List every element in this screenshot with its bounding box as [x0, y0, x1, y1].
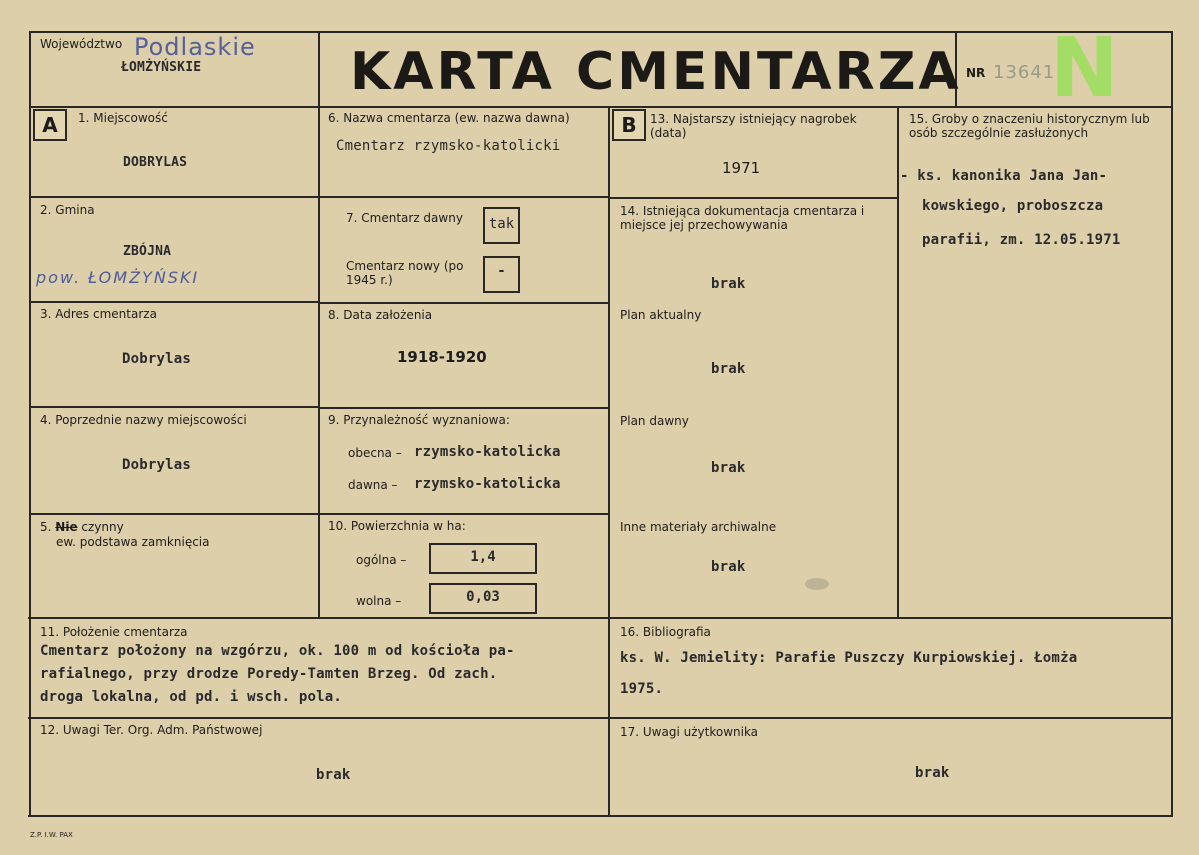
- rule: [609, 197, 898, 199]
- ink-speck: [805, 578, 829, 590]
- f11-line2: rafialnego, przy drodze Poredy-Tamten Brzeg. Od zach.: [40, 666, 498, 682]
- f10-ogolna-label: ogólna –: [356, 553, 407, 567]
- plan-dawny-value: brak: [711, 460, 746, 476]
- f1-value: DOBRYLAS: [123, 155, 188, 170]
- f4-label: 4. Poprzednie nazwy miejscowości: [40, 413, 247, 427]
- rule: [319, 513, 609, 515]
- f6-value: Cmentarz rzymsko-katolicki: [336, 138, 561, 154]
- page-title: KARTA CMENTARZA: [350, 42, 962, 102]
- f12-label: 12. Uwagi Ter. Org. Adm. Państwowej: [40, 723, 263, 737]
- plan-aktualny-label: Plan aktualny: [620, 308, 702, 322]
- f9-label: 9. Przynależność wyznaniowa:: [328, 413, 510, 427]
- f9-dawna-value: rzymsko-katolicka: [414, 476, 561, 492]
- f1-label: 1. Miejscowość: [78, 111, 168, 125]
- rule: [1171, 31, 1173, 817]
- rule: [30, 406, 319, 408]
- rule: [28, 717, 1173, 719]
- f14-value: brak: [711, 276, 746, 292]
- f15-label: 15. Groby o znaczeniu historycznym lub osób szczególnie zasłużonych: [909, 112, 1150, 140]
- rule: [897, 106, 899, 618]
- f16-label: 16. Bibliografia: [620, 625, 711, 639]
- f15-line3: parafii, zm. 12.05.1971: [922, 232, 1121, 248]
- rule: [30, 106, 1173, 108]
- f10-ogolna-value: 1,4: [470, 549, 496, 565]
- f14-label: 14. Istniejąca dokumentacja cmentarza i miejsce jej przechowywania: [620, 204, 865, 232]
- inne-value: brak: [711, 559, 746, 575]
- f9-obecna-value: rzymsko-katolicka: [414, 444, 561, 460]
- f10-label: 10. Powierzchnia w ha:: [328, 519, 466, 533]
- inne-label: Inne materiały archiwalne: [620, 520, 777, 534]
- f4-value: Dobrylas: [122, 457, 192, 473]
- f2-label: 2. Gmina: [40, 203, 95, 217]
- highlighter-stamp: N: [1050, 21, 1119, 116]
- rule: [319, 196, 609, 198]
- f3-value: Dobrylas: [122, 351, 192, 367]
- nr-value: 13641: [993, 62, 1056, 83]
- plan-aktualny-value: brak: [711, 361, 746, 377]
- f11-line3: droga lokalna, od pd. i wsch. pola.: [40, 689, 343, 705]
- f7-label: 7. Cmentarz dawny: [346, 211, 463, 225]
- f7-value: tak: [488, 216, 515, 232]
- f9-obecna-label: obecna –: [348, 446, 402, 460]
- f2-handwritten: pow. ŁOMŻYŃSKI: [36, 268, 200, 287]
- f6-label: 6. Nazwa cmentarza (ew. nazwa dawna): [328, 111, 570, 125]
- f5-czynny: czynny: [81, 520, 124, 534]
- f7b-value: -: [497, 263, 506, 279]
- rule: [29, 31, 31, 817]
- f5-struck: Nie: [55, 520, 78, 534]
- rule: [319, 302, 609, 304]
- f13-value: 1971: [722, 159, 761, 177]
- rule: [30, 513, 319, 515]
- f8-value: 1918-1920: [397, 348, 487, 366]
- rule: [30, 301, 319, 303]
- rule: [318, 31, 320, 107]
- nr-label: NR: [966, 66, 986, 80]
- f3-label: 3. Adres cmentarza: [40, 307, 157, 321]
- f11-label: 11. Położenie cmentarza: [40, 625, 188, 639]
- f2-value: ZBÓJNA: [123, 244, 172, 259]
- f9-dawna-label: dawna –: [348, 478, 398, 492]
- f15-line1: - ks. kanonika Jana Jan-: [900, 168, 1108, 184]
- rule: [608, 106, 610, 817]
- rule: [28, 617, 1173, 619]
- section-b-badge: B: [612, 109, 646, 141]
- f15-line2: kowskiego, proboszcza: [922, 198, 1104, 214]
- rule: [28, 815, 1173, 817]
- f12-value: brak: [316, 767, 351, 783]
- f5-label: [40, 520, 124, 534]
- f16-line1: ks. W. Jemielity: Parafie Puszczy Kurpiowskiej. Łomża: [620, 650, 1078, 666]
- f5-number: 5.: [40, 520, 52, 534]
- f8-label: 8. Data założenia: [328, 308, 433, 322]
- rule: [318, 106, 320, 618]
- f17-label: 17. Uwagi użytkownika: [620, 725, 759, 739]
- plan-dawny-label: Plan dawny: [620, 414, 689, 428]
- wojewodztwo-label: Województwo: [40, 37, 123, 51]
- wojewodztwo-stamp: Podlaskie: [134, 33, 256, 61]
- f13-label: 13. Najstarszy istniejący nagrobek (data): [650, 112, 857, 140]
- rule: [30, 196, 319, 198]
- f17-value: brak: [915, 765, 950, 781]
- section-a-badge: A: [33, 109, 67, 141]
- f16-line2: 1975.: [620, 681, 664, 697]
- printer-mark: Z.P. I.W. PAX: [30, 831, 73, 839]
- f10-wolna-label: wolna –: [356, 594, 402, 608]
- wojewodztwo-typed: ŁOMŻYŃSKIE: [121, 60, 202, 75]
- f7b-label: Cmentarz nowy (po 1945 r.): [346, 259, 464, 287]
- f10-wolna-value: 0,03: [466, 589, 500, 605]
- f11-line1: Cmentarz położony na wzgórzu, ok. 100 m od kościoła pa-: [40, 643, 515, 659]
- f5-sublabel: ew. podstawa zamknięcia: [56, 535, 210, 549]
- rule: [319, 407, 609, 409]
